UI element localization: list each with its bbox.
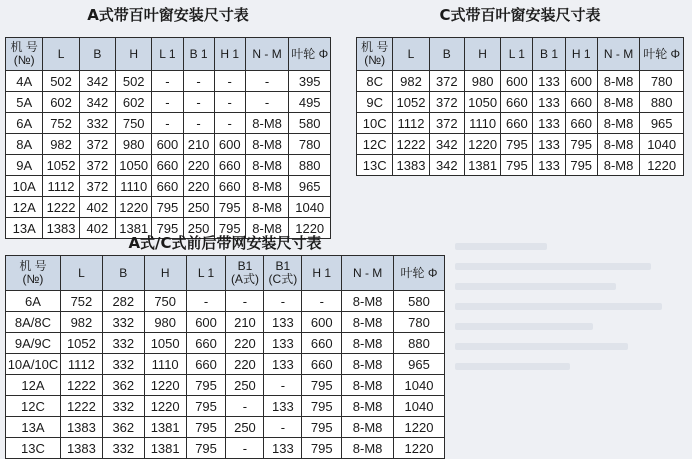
table-ac-cell: 1222 [60,396,102,417]
table-a-cell: 8-M8 [245,134,289,155]
table-ac-cell: 10A/10C [6,354,61,375]
table-a-cell: 9A [6,155,43,176]
table-ac-cell: 752 [60,291,102,312]
table-a-cell: 402 [79,197,115,218]
table-ac-cell: 600 [186,312,226,333]
table-a-cell: 660 [152,155,183,176]
table-row [357,113,684,134]
table-ac-cell: 1381 [144,438,186,459]
table-ac [5,255,445,459]
table-a-cell: 8-M8 [245,113,289,134]
table-ac-cell: 1110 [144,354,186,375]
table-ac-title: A式/C式前后带网安装尺寸表 [128,234,322,252]
table-a-cell: 342 [79,92,115,113]
table-a-cell: 580 [289,113,331,134]
table-a-block [5,6,331,239]
table-a-cell: 250 [183,218,214,239]
table-a-cell: 13A [6,218,43,239]
table-ac-cell: - [226,291,264,312]
table-row [6,417,445,438]
table-ac-cell: 220 [226,333,264,354]
table-c-header-1 [393,38,429,71]
table-c-header-2-line-0: B [442,46,451,61]
table-a-cell: 1220 [116,197,152,218]
table-ac-cell: 13A [6,417,61,438]
table-ac-header-3-line-0: H [160,265,170,280]
table-ac-header-8-line-0: N - M [352,265,383,280]
table-c-header-8-line-0: 叶轮 Φ [643,46,681,61]
table-c-cell: 660 [501,113,533,134]
table-c-cell: 372 [429,113,464,134]
table-a-cell: - [183,92,214,113]
table-c-cell: 600 [565,71,597,92]
table-a-cell: 220 [183,176,214,197]
table-a-cell: 750 [116,113,152,134]
table-a-header-2 [79,38,115,71]
table-ac-cell: 332 [102,333,144,354]
table-a-cell: 8-M8 [245,197,289,218]
table-c-cell: 342 [429,155,464,176]
table-a-cell: - [152,113,183,134]
table-a-cell: 1110 [116,176,152,197]
table-c-cell: 8-M8 [597,113,640,134]
table-c-cell: 9C [357,92,393,113]
table-a-cell: 795 [152,218,183,239]
table-ac-cell: 8-M8 [342,438,394,459]
table-ac-cell: 332 [102,354,144,375]
table-a-cell: 1112 [43,176,79,197]
table-ac-cell: 133 [264,354,302,375]
table-c-block [356,6,684,176]
table-c-cell: 12C [357,134,393,155]
table-c-header-6 [565,38,597,71]
table-c-cell: 982 [393,71,429,92]
table-a-header-6-line-0: H 1 [220,46,240,61]
table-c-cell: 372 [429,71,464,92]
table-a-cell: 8-M8 [245,176,289,197]
table-ac-header-7-line-0: H 1 [312,265,332,280]
table-c-header-0-line-1: (№) [364,53,386,67]
table-c-cell: 1220 [464,134,500,155]
table-a-header-2-line-0: B [93,46,102,61]
table-c-cell: 8C [357,71,393,92]
table-c-cell: 133 [533,155,565,176]
table-a-cell: 10A [6,176,43,197]
table-a-cell: 980 [116,134,152,155]
table-ac-cell: 6A [6,291,61,312]
table-a-cell: 1040 [289,197,331,218]
table-row [6,134,331,155]
table-ac-cell: 1050 [144,333,186,354]
table-row [357,92,684,113]
table-c-cell: 795 [501,155,533,176]
table-ac-cell: 8-M8 [342,396,394,417]
table-ac-cell: 9A/9C [6,333,61,354]
table-a-header-1-line-0: L [57,46,65,61]
table-row [6,113,331,134]
table-c-header-3-line-0: H [478,46,487,61]
table-ac-header-5-line-1: (A式) [230,272,259,286]
table-c-header-1-line-0: L [407,46,415,61]
table-ac-cell: 600 [302,312,342,333]
table-a-header-8-line-0: 叶轮 Φ [291,46,329,61]
table-a-cell: - [245,71,289,92]
table-ac-cell: 133 [264,396,302,417]
table-ac-cell: 133 [264,333,302,354]
table-a-cell: 795 [152,197,183,218]
table-a-cell: - [183,113,214,134]
table-c-cell: 1383 [393,155,429,176]
table-ac-cell: 362 [102,417,144,438]
table-ac-cell: 880 [394,333,445,354]
table-row [6,71,331,92]
table-ac-cell: 795 [302,438,342,459]
table-a-cell: 600 [152,134,183,155]
table-a-header-4 [152,38,183,71]
table-c-cell: 965 [640,113,684,134]
table-row [357,71,684,92]
faded-background [455,230,685,440]
table-a-cell: 1052 [43,155,79,176]
table-a-header-0-line-0: 机 号 [10,40,38,54]
table-ac-cell: 250 [226,417,264,438]
table-ac-cell: 795 [302,375,342,396]
table-a-cell: 602 [43,92,79,113]
table-ac-cell: 13C [6,438,61,459]
table-ac-cell: 795 [302,417,342,438]
table-a-cell: 372 [79,134,115,155]
table-a-cell: 1381 [116,218,152,239]
table-a-cell: 660 [152,176,183,197]
table-c-header-3 [464,38,500,71]
table-row [6,291,445,312]
table-ac-cell: 332 [102,396,144,417]
table-ac-cell: - [302,291,342,312]
table-a-cell: 1222 [43,197,79,218]
table-a-cell: 12A [6,197,43,218]
table-ac-cell: 8-M8 [342,333,394,354]
table-ac-cell: 795 [186,396,226,417]
table-ac-header-2-line-0: B [119,265,128,280]
table-ac-cell: 660 [186,354,226,375]
table-ac-cell: - [186,291,226,312]
table-ac-cell: 282 [102,291,144,312]
table-ac-cell: 1040 [394,375,445,396]
table-c-header-4 [501,38,533,71]
table-a-cell: - [214,113,245,134]
table-ac-header-6-line-1: (C式) [268,272,298,286]
table-c-cell: 1381 [464,155,500,176]
table-a-cell: 5A [6,92,43,113]
table-ac-cell: - [226,438,264,459]
table-a-cell: 780 [289,134,331,155]
table-c-title: C式带百叶窗安装尺寸表 [439,6,601,24]
table-ac-cell: 1383 [60,417,102,438]
table-c-cell: 8-M8 [597,92,640,113]
table-ac-cell: 660 [186,333,226,354]
table-ac-cell: 1112 [60,354,102,375]
table-ac-cell: 1220 [144,396,186,417]
table-c-cell: 780 [640,71,684,92]
table-row [6,438,445,459]
table-a-header-5 [183,38,214,71]
table-a-header-0 [6,38,43,71]
table-ac-header-5-line-0: B1 [237,259,253,273]
table-ac-cell: 1220 [394,417,445,438]
table-a-cell: 502 [43,71,79,92]
table-ac-cell: 660 [302,333,342,354]
table-a-cell: - [152,92,183,113]
table-a-cell: 982 [43,134,79,155]
table-ac-header-6 [264,256,302,291]
table-a-cell: 6A [6,113,43,134]
table-row [6,312,445,333]
table-a-cell: 4A [6,71,43,92]
table-ac-cell: 8-M8 [342,312,394,333]
table-a-header-6 [214,38,245,71]
table-ac-header-0 [6,256,61,291]
table-ac-cell: 210 [226,312,264,333]
table-c-cell: 795 [565,134,597,155]
table-a-cell: 402 [79,218,115,239]
table-a-header-7-line-0: N - M [252,46,282,61]
table-a-cell: 342 [79,71,115,92]
table-c-cell: 1220 [640,155,684,176]
table-a-cell: 332 [79,113,115,134]
table-ac-header-2 [102,256,144,291]
table-ac-cell: 133 [264,438,302,459]
table-ac-header-9-line-0: 叶轮 Φ [400,265,438,280]
table-c-cell: 372 [429,92,464,113]
table-c-cell: 795 [565,155,597,176]
table-c-header-0-line-0: 机 号 [360,40,389,54]
table-a-header-0-line-1: (№) [13,53,35,67]
table-row [6,396,445,417]
table-ac-cell: 133 [264,312,302,333]
table-row [6,155,331,176]
table-a-cell: 795 [214,218,245,239]
table-ac-cell: 8-M8 [342,291,394,312]
table-a-cell: 502 [116,71,152,92]
table-a-header-4-line-0: L 1 [159,46,176,61]
table-a-cell: 8-M8 [245,155,289,176]
table-a-title: A式带百叶窗安装尺寸表 [87,6,249,24]
table-ac-cell: 8-M8 [342,354,394,375]
table-ac-cell: 1220 [394,438,445,459]
table-a-cell: - [183,71,214,92]
table-row [6,176,331,197]
table-c-cell: 660 [501,92,533,113]
table-c-cell: 8-M8 [597,71,640,92]
table-ac-cell: 965 [394,354,445,375]
table-ac-cell: 795 [186,438,226,459]
table-a-header-7 [245,38,289,71]
table-a-cell: 965 [289,176,331,197]
table-ac-block [5,234,445,459]
table-ac-cell: 12A [6,375,61,396]
table-ac-cell: 1222 [60,375,102,396]
table-ac-cell: 332 [102,312,144,333]
table-ac-cell: 1040 [394,396,445,417]
table-row [6,354,445,375]
table-c-header-7-line-0: N - M [603,46,634,61]
table-ac-cell: 1381 [144,417,186,438]
table-ac-cell: 1383 [60,438,102,459]
table-a-header-3 [116,38,152,71]
table-c-cell: 660 [565,113,597,134]
table-ac-header-5 [226,256,264,291]
table-ac-cell: 220 [226,354,264,375]
table-ac-cell: - [264,291,302,312]
table-c-header-2 [429,38,464,71]
table-c-cell: 880 [640,92,684,113]
table-a-header-5-line-0: B 1 [189,46,208,61]
table-a-cell: 660 [214,155,245,176]
table-ac-header-1-line-0: L [78,265,85,280]
table-a-cell: 602 [116,92,152,113]
table-c-header-5-line-0: B 1 [540,46,559,61]
table-row [6,92,331,113]
table-ac-cell: 362 [102,375,144,396]
table-a-cell: 660 [214,176,245,197]
table-ac-cell: 795 [302,396,342,417]
table-ac-cell: - [264,375,302,396]
table-row [357,155,684,176]
table-ac-header-6-line-0: B1 [275,259,291,273]
table-ac-cell: 795 [186,417,226,438]
table-a-cell: 220 [183,155,214,176]
table-a-cell: 795 [214,197,245,218]
table-a-cell: 495 [289,92,331,113]
table-c-header-5 [533,38,565,71]
table-ac-header-4-line-0: L 1 [197,265,215,280]
table-a-cell: - [214,92,245,113]
table-c-cell: 8-M8 [597,155,640,176]
table-a-cell: - [245,92,289,113]
table-ac-header-3 [144,256,186,291]
table-a-cell: 395 [289,71,331,92]
table-a-cell: 372 [79,155,115,176]
table-ac-cell: 1052 [60,333,102,354]
table-ac-cell: 780 [394,312,445,333]
table-ac-cell: 1220 [144,375,186,396]
table-a-cell: 8A [6,134,43,155]
table-row [6,197,331,218]
table-c-cell: 133 [533,71,565,92]
table-c-header-4-line-0: L 1 [508,46,525,61]
table-a-cell: 210 [183,134,214,155]
table-a-cell: 8-M8 [245,218,289,239]
table-a-cell: 600 [214,134,245,155]
table-c [356,37,684,176]
table-c-cell: 1052 [393,92,429,113]
table-c-cell: 1040 [640,134,684,155]
table-c-cell: 133 [533,92,565,113]
table-ac-header-0-line-1: (№) [22,272,44,286]
table-ac-cell: 8-M8 [342,417,394,438]
table-a-cell: 250 [183,197,214,218]
table-c-cell: 1110 [464,113,500,134]
table-a-cell: 752 [43,113,79,134]
table-c-cell: 13C [357,155,393,176]
table-ac-header-1 [60,256,102,291]
table-ac-cell: 332 [102,438,144,459]
table-c-cell: 980 [464,71,500,92]
table-a-cell: 1383 [43,218,79,239]
table-ac-cell: 8-M8 [342,375,394,396]
table-a-cell: - [152,71,183,92]
table-c-cell: 133 [533,134,565,155]
table-ac-header-7 [302,256,342,291]
table-c-cell: 1222 [393,134,429,155]
table-c-cell: 795 [501,134,533,155]
table-c-cell: 10C [357,113,393,134]
table-ac-cell: 980 [144,312,186,333]
table-a-header-3-line-0: H [129,46,139,61]
table-a-header-1 [43,38,79,71]
table-c-header-8 [640,38,684,71]
table-ac-header-9 [394,256,445,291]
table-c-header-6-line-0: H 1 [571,46,591,61]
table-ac-cell: 750 [144,291,186,312]
table-c-cell: 600 [501,71,533,92]
table-a-cell: 372 [79,176,115,197]
table-c-header-0 [357,38,393,71]
table-c-cell: 1050 [464,92,500,113]
table-ac-cell: 660 [302,354,342,375]
table-ac-cell: 982 [60,312,102,333]
table-ac-header-8 [342,256,394,291]
table-a-cell: 1050 [116,155,152,176]
table-a-header-8 [289,38,331,71]
table-ac-cell: 580 [394,291,445,312]
table-row [6,375,445,396]
table-c-cell: 1112 [393,113,429,134]
table-ac-cell: - [226,396,264,417]
table-ac-cell: 8A/8C [6,312,61,333]
table-c-cell: 8-M8 [597,134,640,155]
table-c-cell: 133 [533,113,565,134]
table-row [6,333,445,354]
table-ac-cell: 12C [6,396,61,417]
table-ac-header-4 [186,256,226,291]
table-c-header-7 [597,38,640,71]
table-a-cell: 880 [289,155,331,176]
table-c-cell: 342 [429,134,464,155]
table-c-cell: 660 [565,92,597,113]
table-ac-cell: - [264,417,302,438]
table-ac-cell: 250 [226,375,264,396]
table-row [357,134,684,155]
table-ac-header-0-line-0: 机 号 [19,259,47,273]
table-ac-cell: 795 [186,375,226,396]
table-a-cell: 1220 [289,218,331,239]
table-a [5,37,331,239]
table-a-cell: - [214,71,245,92]
